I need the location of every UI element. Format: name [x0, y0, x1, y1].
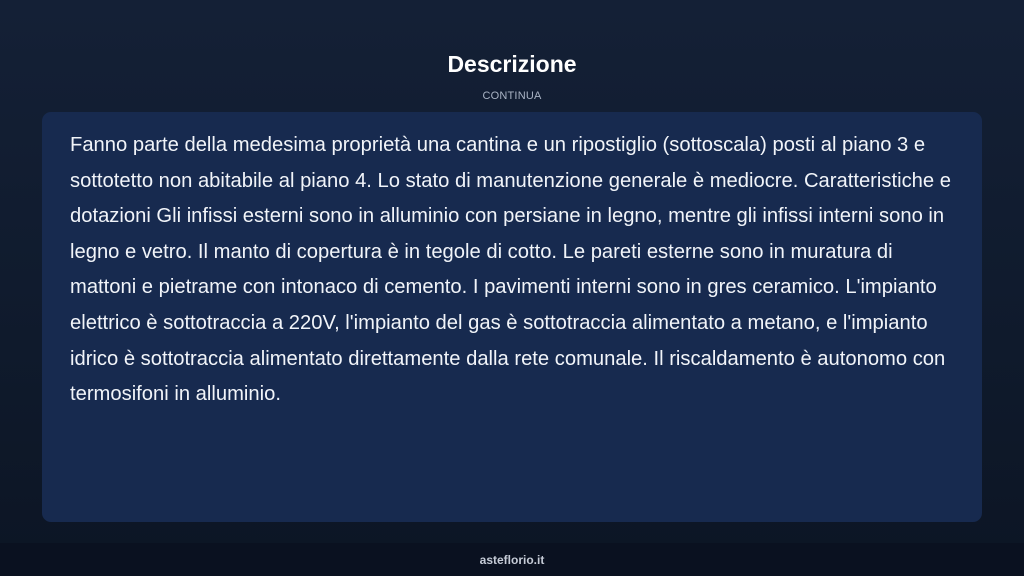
continue-label: CONTINUA [482, 90, 542, 102]
description-card [42, 112, 982, 522]
page-title: Descrizione [447, 51, 577, 77]
description-text: Fanno parte della medesima proprietà una cantina e un ripostiglio (sottoscala) posti al piano 3 e sottotetto non abitabile al piano 4. Lo stato di manutenzione generale è mediocre. Caratteristiche e dotazioni Gli infissi esterni sono in alluminio con persiane in legno, mentre gli infissi interni sono in legno e vetro. Il manto di copertura è in tegole di cotto. Le pareti esterne sono in muratura di mattoni e pietrame con intonaco di cemento. I pavimenti interni sono in gres ceramico. L'impianto elettrico è sottotraccia a 220V, l'impianto del gas è sottotraccia alimentato a metano, e l'impianto idrico è sottotraccia alimentato direttamente dalla rete comunale. Il riscaldamento è autonomo con termosifoni in alluminio. [70, 134, 951, 406]
footer-site-label: asteflorio.it [479, 553, 545, 567]
footer-bar [0, 543, 1024, 576]
